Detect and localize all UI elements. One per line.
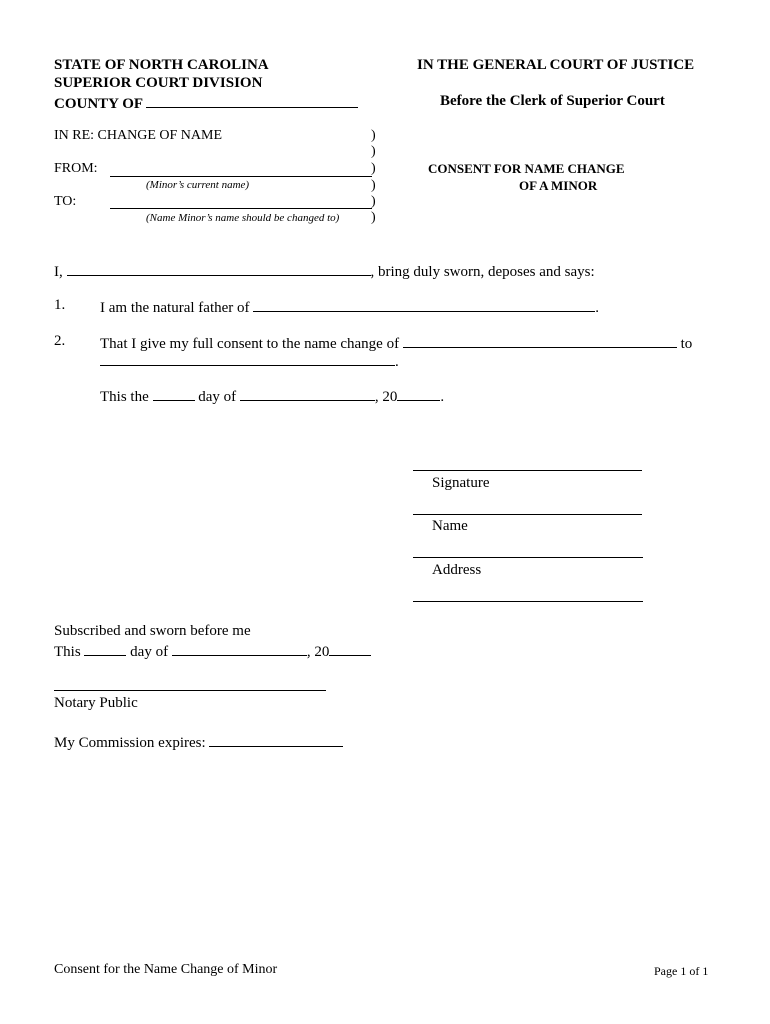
notary-date-line [54, 641, 371, 661]
from-label: FROM: [54, 161, 98, 176]
footer-title: Consent for the Name Change of Minor [54, 962, 278, 977]
commission-label: My Commission expires: [54, 735, 206, 751]
division-heading: SUPERIOR COURT DIVISION [54, 75, 263, 91]
sworn-text: Subscribed and sworn before me [54, 623, 251, 639]
caption-paren: ) [371, 144, 376, 159]
page-number: Page 1 of 1 [654, 964, 709, 978]
document-title-line1: CONSENT FOR NAME CHANGE [428, 161, 625, 176]
item1-end: . [595, 300, 600, 316]
document-title-line2: OF A MINOR [519, 178, 598, 193]
notary-signature-line[interactable] [54, 690, 326, 691]
item2-number: 2. [54, 333, 66, 349]
date-line [100, 386, 444, 406]
caption-paren: ) [371, 210, 376, 225]
affiant-line [54, 261, 595, 281]
notary-label: Notary Public [54, 695, 138, 711]
item2-continuation [100, 351, 399, 371]
to-name-blank[interactable] [110, 208, 372, 209]
county-label: COUNTY OF [54, 96, 143, 112]
minor-new-name-blank[interactable] [100, 351, 395, 366]
item2-line [100, 333, 692, 353]
item2-end: . [395, 354, 399, 370]
commission-line [54, 732, 343, 752]
to-hint: (Name Minor’s name should be changed to) [146, 212, 340, 224]
name-line[interactable] [413, 514, 642, 515]
notary-this: This [54, 644, 81, 660]
affiant-prefix: I, [54, 264, 63, 280]
day-blank[interactable] [153, 386, 195, 401]
signature-label: Signature [432, 475, 490, 491]
from-name-blank[interactable] [110, 176, 372, 177]
signature-line[interactable] [413, 470, 642, 471]
notary-year-blank[interactable] [329, 641, 371, 656]
address-line-2[interactable] [413, 601, 643, 602]
month-blank[interactable] [240, 386, 375, 401]
caption-paren: ) [371, 161, 376, 176]
court-heading: IN THE GENERAL COURT OF JUSTICE [417, 57, 695, 73]
notary-dayof: day of [130, 644, 169, 660]
item1-text: I am the natural father of [100, 300, 250, 316]
commission-blank[interactable] [209, 732, 343, 747]
caption-paren: ) [371, 128, 376, 143]
date-dayof: day of [198, 389, 237, 405]
year-blank[interactable] [397, 386, 440, 401]
caption-paren: ) [371, 178, 376, 193]
state-heading: STATE OF NORTH CAROLINA [54, 57, 269, 73]
county-blank[interactable] [146, 93, 358, 108]
notary-year: , 20 [306, 644, 330, 660]
clerk-heading: Before the Clerk of Superior Court [440, 93, 665, 109]
affiant-suffix: , bring duly sworn, deposes and says: [370, 264, 595, 280]
address-line[interactable] [413, 557, 643, 558]
item2-text: That I give my full consent to the name change of [100, 336, 400, 352]
date-this: This the [100, 389, 149, 405]
affiant-name-blank[interactable] [67, 261, 371, 276]
item1-line [100, 297, 599, 317]
from-hint: (Minor’s current name) [146, 179, 250, 191]
county-heading [54, 93, 358, 113]
item2-to: to [680, 336, 693, 352]
name-label: Name [432, 518, 468, 534]
caption-paren: ) [371, 194, 376, 209]
notary-day-blank[interactable] [84, 641, 126, 656]
date-end: . [440, 389, 445, 405]
minor-current-name-blank[interactable] [403, 333, 677, 348]
address-label: Address [432, 562, 482, 578]
child-name-blank[interactable] [253, 297, 595, 312]
in-re-label: IN RE: CHANGE OF NAME [54, 128, 222, 143]
item1-number: 1. [54, 297, 66, 313]
to-label: TO: [54, 194, 77, 209]
notary-month-blank[interactable] [172, 641, 307, 656]
date-year: , 20 [374, 389, 398, 405]
